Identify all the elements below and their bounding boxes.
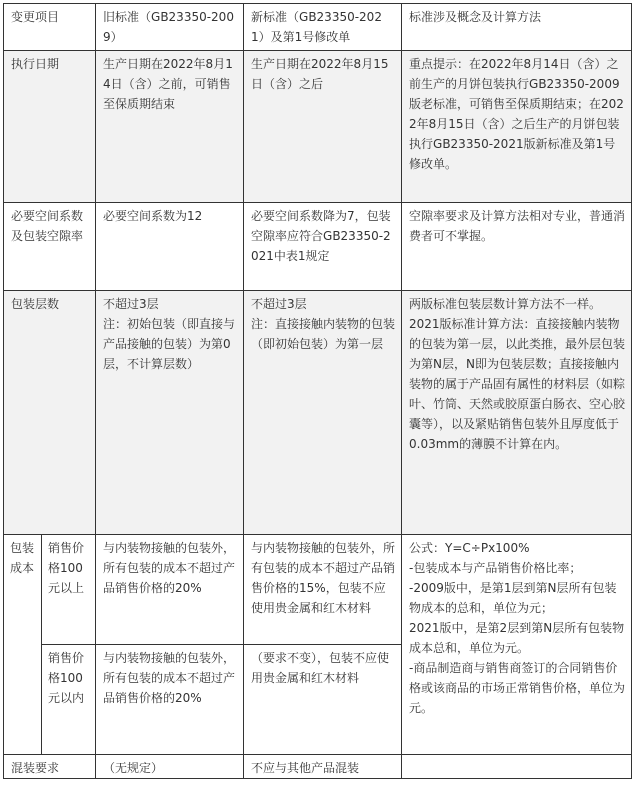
package-cost-note-2009: -2009版中，是第1层到第N层所有包装物成本的总和，单位为元； bbox=[409, 581, 617, 615]
package-layers-old bbox=[96, 291, 244, 535]
package-cost-label: 包装成本 bbox=[4, 535, 42, 755]
package-layers-old-note: 注：初始包装（即直接与产品接触的包装）为第0层，不计算层数） bbox=[103, 317, 236, 371]
package-cost-note-price: -商品制造商与销售商签订的合同销售价格或该商品的市场正常销售价格，单位为元。 bbox=[409, 661, 626, 715]
package-cost-sub-low: 销售价格100元以内 bbox=[42, 645, 96, 755]
package-layers-note-summary: 两版标准包装层数计算方法不一样。 bbox=[409, 297, 602, 311]
package-cost-note-ratio: -包装成本与产品销售价格比率； bbox=[409, 561, 582, 575]
package-cost-new-high: 与内装物接触的包装外，所有包装的成本不超过产品销售价格的15%，包装不应使用贵金属和红木材料 bbox=[244, 535, 402, 645]
package-layers-old-limit: 不超过3层 bbox=[103, 297, 159, 311]
row-execution-date bbox=[4, 51, 632, 203]
standards-comparison-table bbox=[3, 3, 632, 779]
package-layers-label: 包装层数 bbox=[4, 291, 96, 535]
execution-date-old: 生产日期在2022年8月14日（含）之前，可销售至保质期结束 bbox=[96, 51, 244, 203]
package-cost-new-low: （要求不变），包装不应使用贵金属和红木材料 bbox=[244, 645, 402, 755]
execution-date-label: 执行日期 bbox=[4, 51, 96, 203]
mixed-packing-new: 不应与其他产品混装 bbox=[244, 755, 402, 779]
header-row bbox=[4, 4, 632, 51]
row-package-cost-high bbox=[4, 535, 632, 645]
package-layers-new-note: 注：直接接触内装物的包装（即初始包装）为第一层 bbox=[251, 317, 396, 351]
header-old-standard: 旧标准（GB23350-2009） bbox=[96, 4, 244, 51]
space-coefficient-new: 必要空间系数降为7，包装空隙率应符合GB23350-2021中表1规定 bbox=[244, 203, 402, 291]
package-cost-formula: 公式：Y=C÷Px100% bbox=[409, 541, 530, 555]
row-space-coefficient bbox=[4, 203, 632, 291]
header-new-standard: 新标准（GB23350-2021）及第1号修改单 bbox=[244, 4, 402, 51]
package-cost-old-low: 与内装物接触的包装外，所有包装的成本不超过产品销售价格的20% bbox=[96, 645, 244, 755]
space-coefficient-old: 必要空间系数为12 bbox=[96, 203, 244, 291]
package-layers-new bbox=[244, 291, 402, 535]
execution-date-note: 重点提示：在2022年8月14日（含）之前生产的月饼包装执行GB23350-2009版老标准，可销售至保质期结束；在2022年8月15日（含）之后生产的月饼包装执行GB23350-2021版新标准及第1号修改单。 bbox=[402, 51, 632, 203]
row-package-layers bbox=[4, 291, 632, 535]
mixed-packing-label: 混装要求 bbox=[4, 755, 96, 779]
execution-date-new: 生产日期在2022年8月15日（含）之后 bbox=[244, 51, 402, 203]
package-cost-note-2021: 2021版中，是第2层到第N层所有包装物成本总和，单位为元。 bbox=[409, 621, 625, 655]
header-concepts: 标准涉及概念及计算方法 bbox=[402, 4, 632, 51]
package-cost-sub-high: 销售价格100元以上 bbox=[42, 535, 96, 645]
row-mixed-packing bbox=[4, 755, 632, 779]
space-coefficient-note: 空隙率要求及计算方法相对专业，普通消费者可不掌握。 bbox=[402, 203, 632, 291]
mixed-packing-old: （无规定） bbox=[96, 755, 244, 779]
package-layers-note-method: 2021版标准计算方法：直接接触内装物的包装为第一层，以此类推，最外层包装为第N层，N即为包装层数；直接接触内装物的属于产品固有属性的材料层（如粽叶、竹筒、天然或胶原蛋白肠衣、空心胶囊等），以及紧贴销售包装外且厚度低于0.03mm的薄膜不计算在内。 bbox=[409, 317, 626, 451]
package-layers-new-limit: 不超过3层 bbox=[251, 297, 307, 311]
mixed-packing-note bbox=[402, 755, 632, 779]
package-layers-note bbox=[402, 291, 632, 535]
package-cost-old-high: 与内装物接触的包装外，所有包装的成本不超过产品销售价格的20% bbox=[96, 535, 244, 645]
header-item: 变更项目 bbox=[4, 4, 96, 51]
space-coefficient-label: 必要空间系数及包装空隙率 bbox=[4, 203, 96, 291]
package-cost-note bbox=[402, 535, 632, 755]
